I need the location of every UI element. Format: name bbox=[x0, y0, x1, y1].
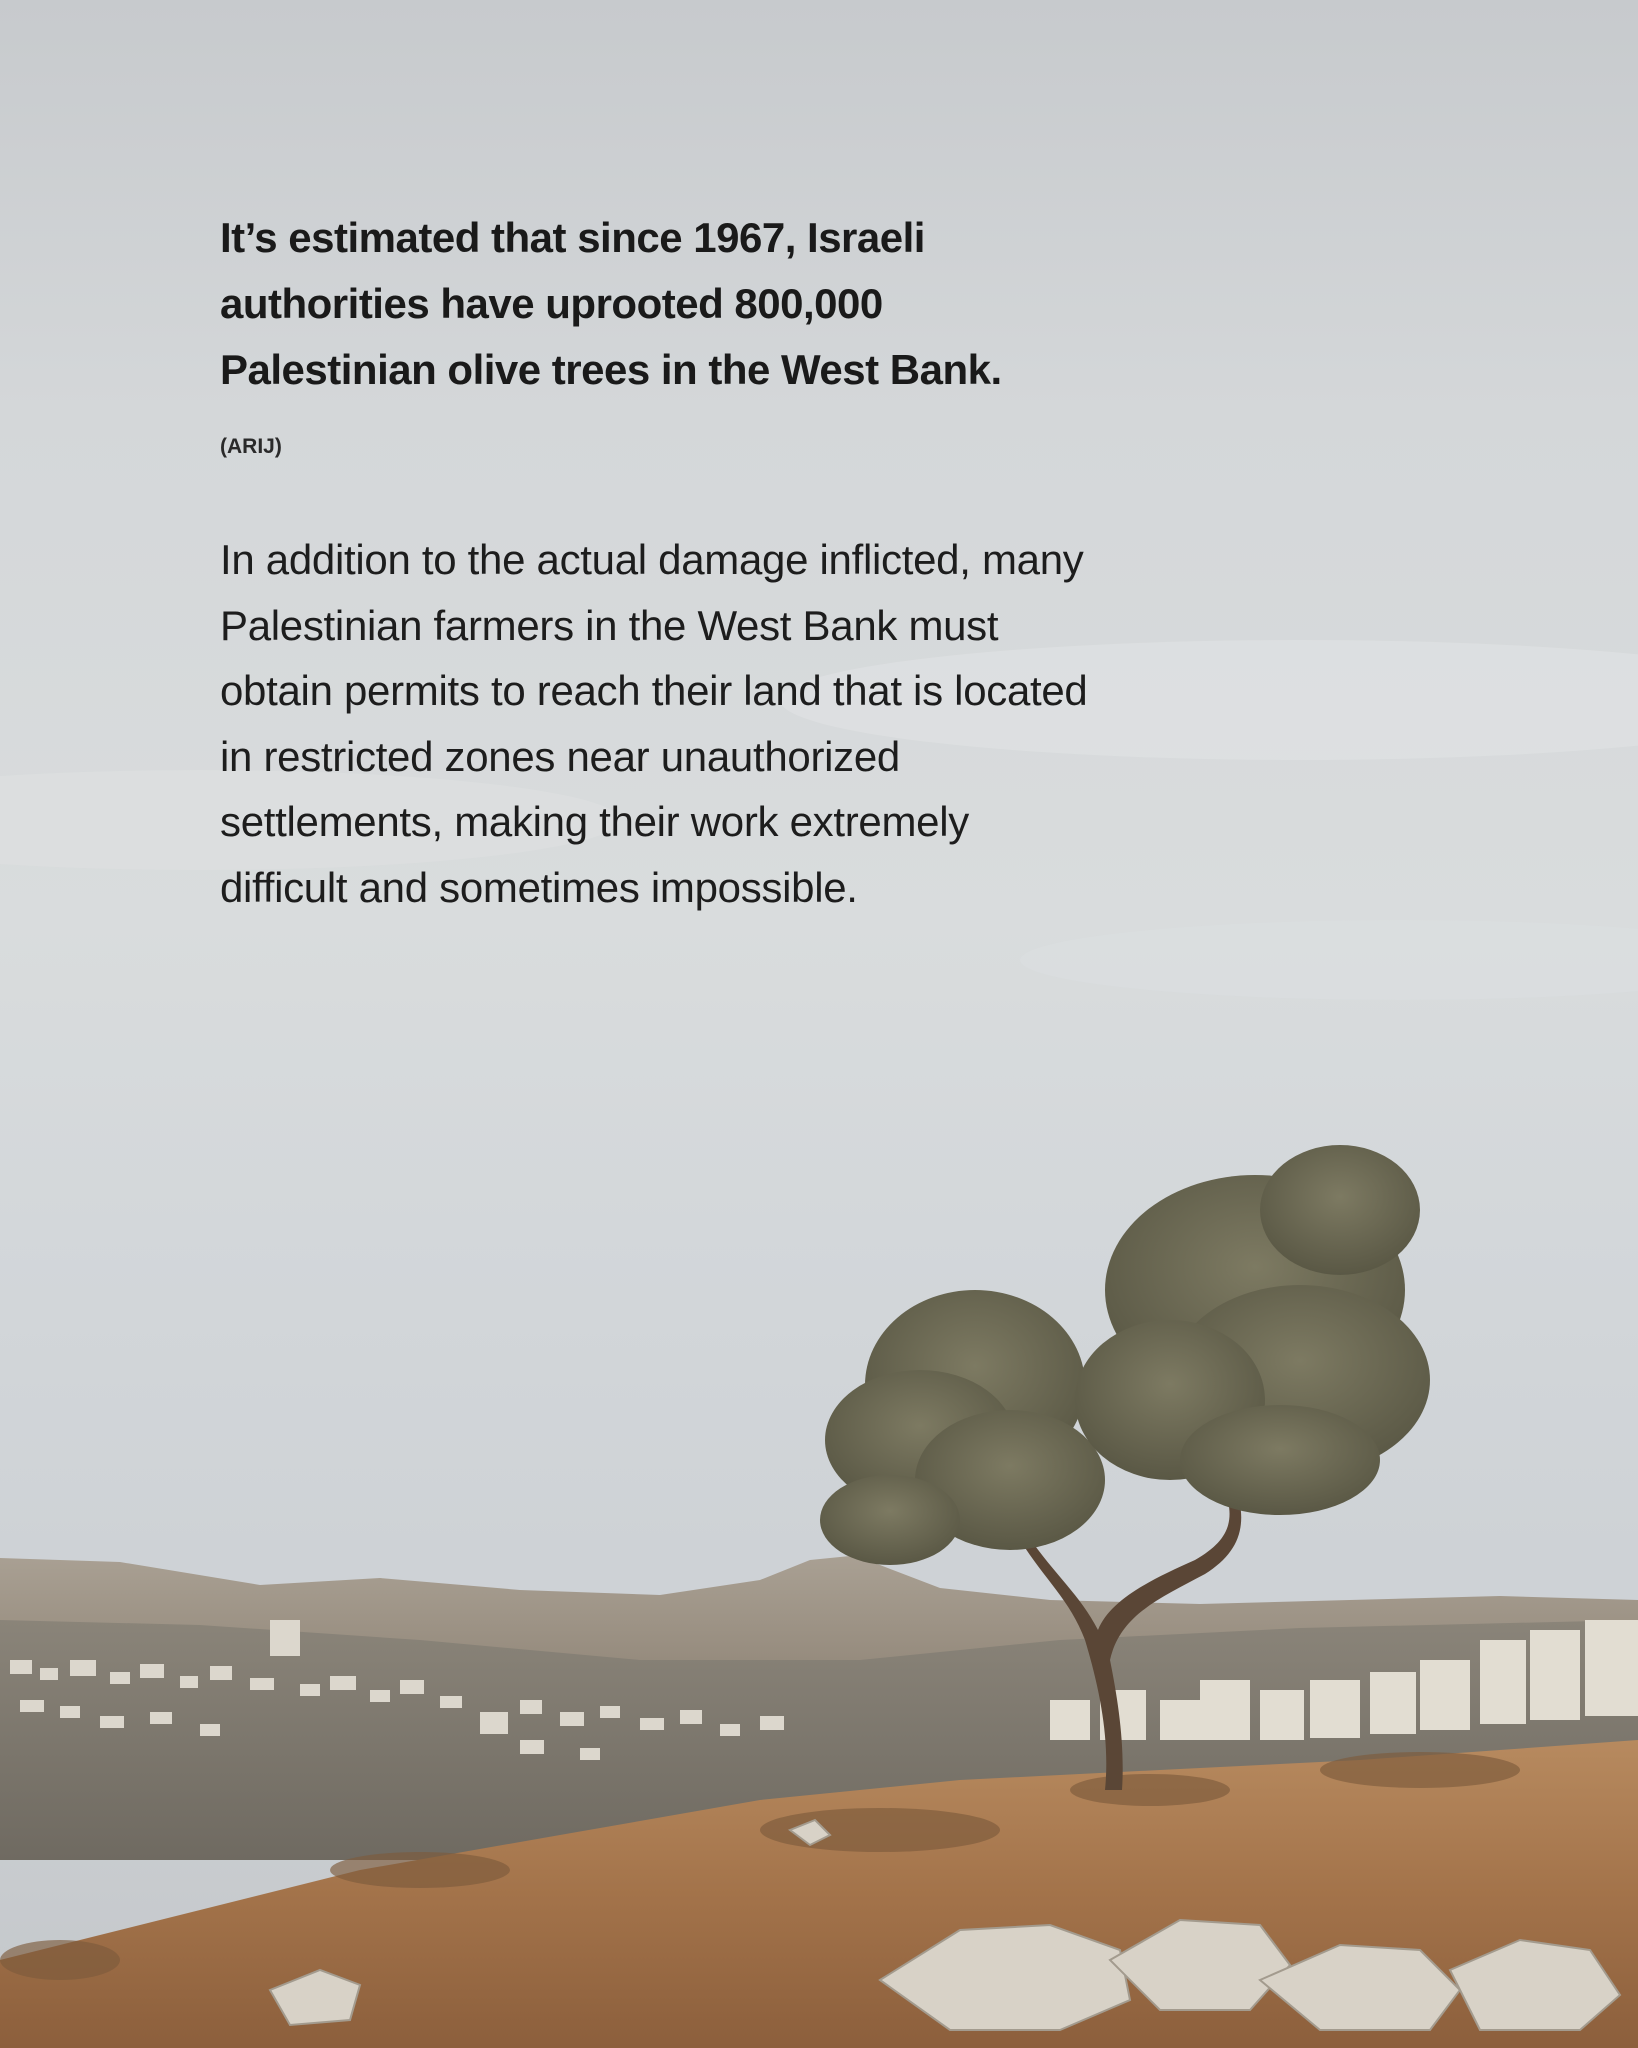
stat-source: (ARIJ) bbox=[220, 435, 282, 458]
body-paragraph: In addition to the actual damage inflicted, many Palestinian farmers in the West Bank must obtain permits to reach their land that is located in restricted zones near unauthorized settlements, making their work extremely difficult and sometimes impossible. bbox=[220, 536, 1088, 911]
article-text bbox=[220, 205, 1100, 920]
stat-headline: It’s estimated that since 1967, Israeli authorities have uprooted 800,000 Palestinian olive trees in the West Bank. bbox=[220, 214, 1002, 393]
